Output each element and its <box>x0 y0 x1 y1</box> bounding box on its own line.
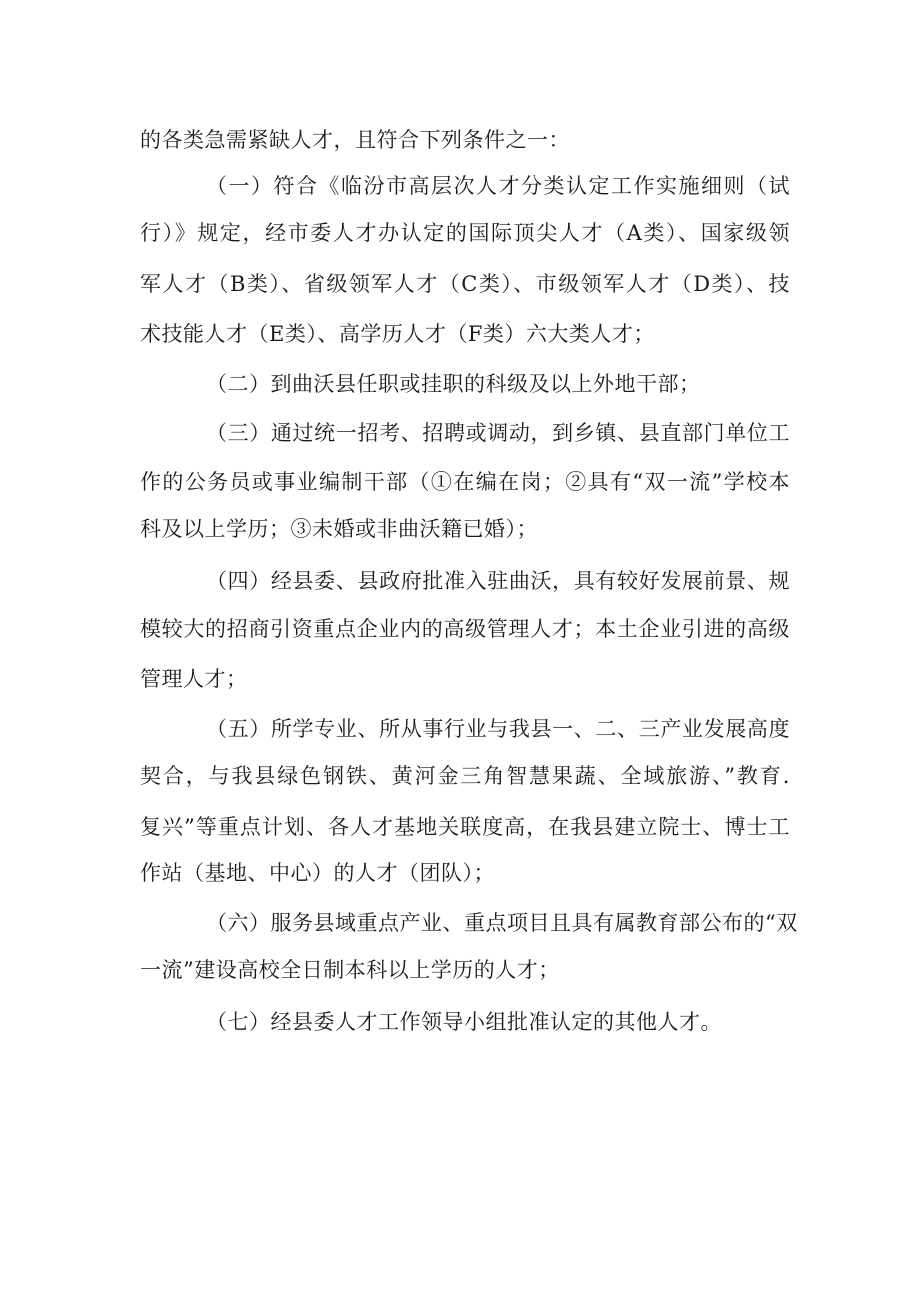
item-4-line-2: 模较大的招商引资重点企业内的高级管理人才；本土企业引进的高级 <box>140 617 790 641</box>
item-1-line-3: 军人才（B类）、省级领军人才（C类）、市级领军人才（D类）、技 <box>140 272 790 296</box>
item-1-line-4: 术技能人才（E类）、高学历人才（F类）六大类人才； <box>140 322 655 346</box>
item-3-line-3: 科及以上学历；③未婚或非曲沃籍已婚）； <box>140 517 538 541</box>
item-5-line-2: 契合，与我县绿色钢铁、黄河金三角智慧果蔬、全域旅游、”教育. <box>140 764 790 788</box>
item-3-line-2: 作的公务员或事业编制干部（①在编在岗；②具有“双一流”学校本 <box>140 470 790 494</box>
item-1-line-2: 行）》规定，经市委人才办认定的国际顶尖人才（A类）、国家级领 <box>140 221 790 245</box>
item-7-line-1: （七）经县委人才工作领导小组批准认定的其他人才。 <box>206 1010 722 1034</box>
item-5-line-4: 作站（基地、中心）的人才（团队）； <box>140 861 495 885</box>
item-6-line-1: （六）服务县域重点产业、重点项目且具有属教育部公布的“双 <box>206 911 798 935</box>
item-6-line-2: 一流”建设高校全日制本科以上学历的人才； <box>140 958 560 982</box>
item-3-line-1: （三）通过统一招考、招聘或调动，到乡镇、县直部门单位工 <box>206 421 790 445</box>
item-4-line-3: 管理人才； <box>140 667 248 691</box>
item-1-line-1: （一）符合《临汾市高层次人才分类认定工作实施细则（试 <box>206 174 790 198</box>
item-4-line-1: （四）经县委、县政府批准入驻曲沃，具有较好发展前景、规 <box>206 569 790 593</box>
item-5-line-3: 复兴”等重点计划、各人才基地关联度高，在我县建立院士、博士工 <box>140 815 790 839</box>
item-2-line-1: （二）到曲沃县任职或挂职的科级及以上外地干部； <box>206 372 701 396</box>
item-5-line-1: （五）所学专业、所从事行业与我县一、二、三产业发展高度 <box>206 717 790 741</box>
intro-line: 的各类急需紧缺人才，且符合下列条件之一： <box>140 128 570 152</box>
